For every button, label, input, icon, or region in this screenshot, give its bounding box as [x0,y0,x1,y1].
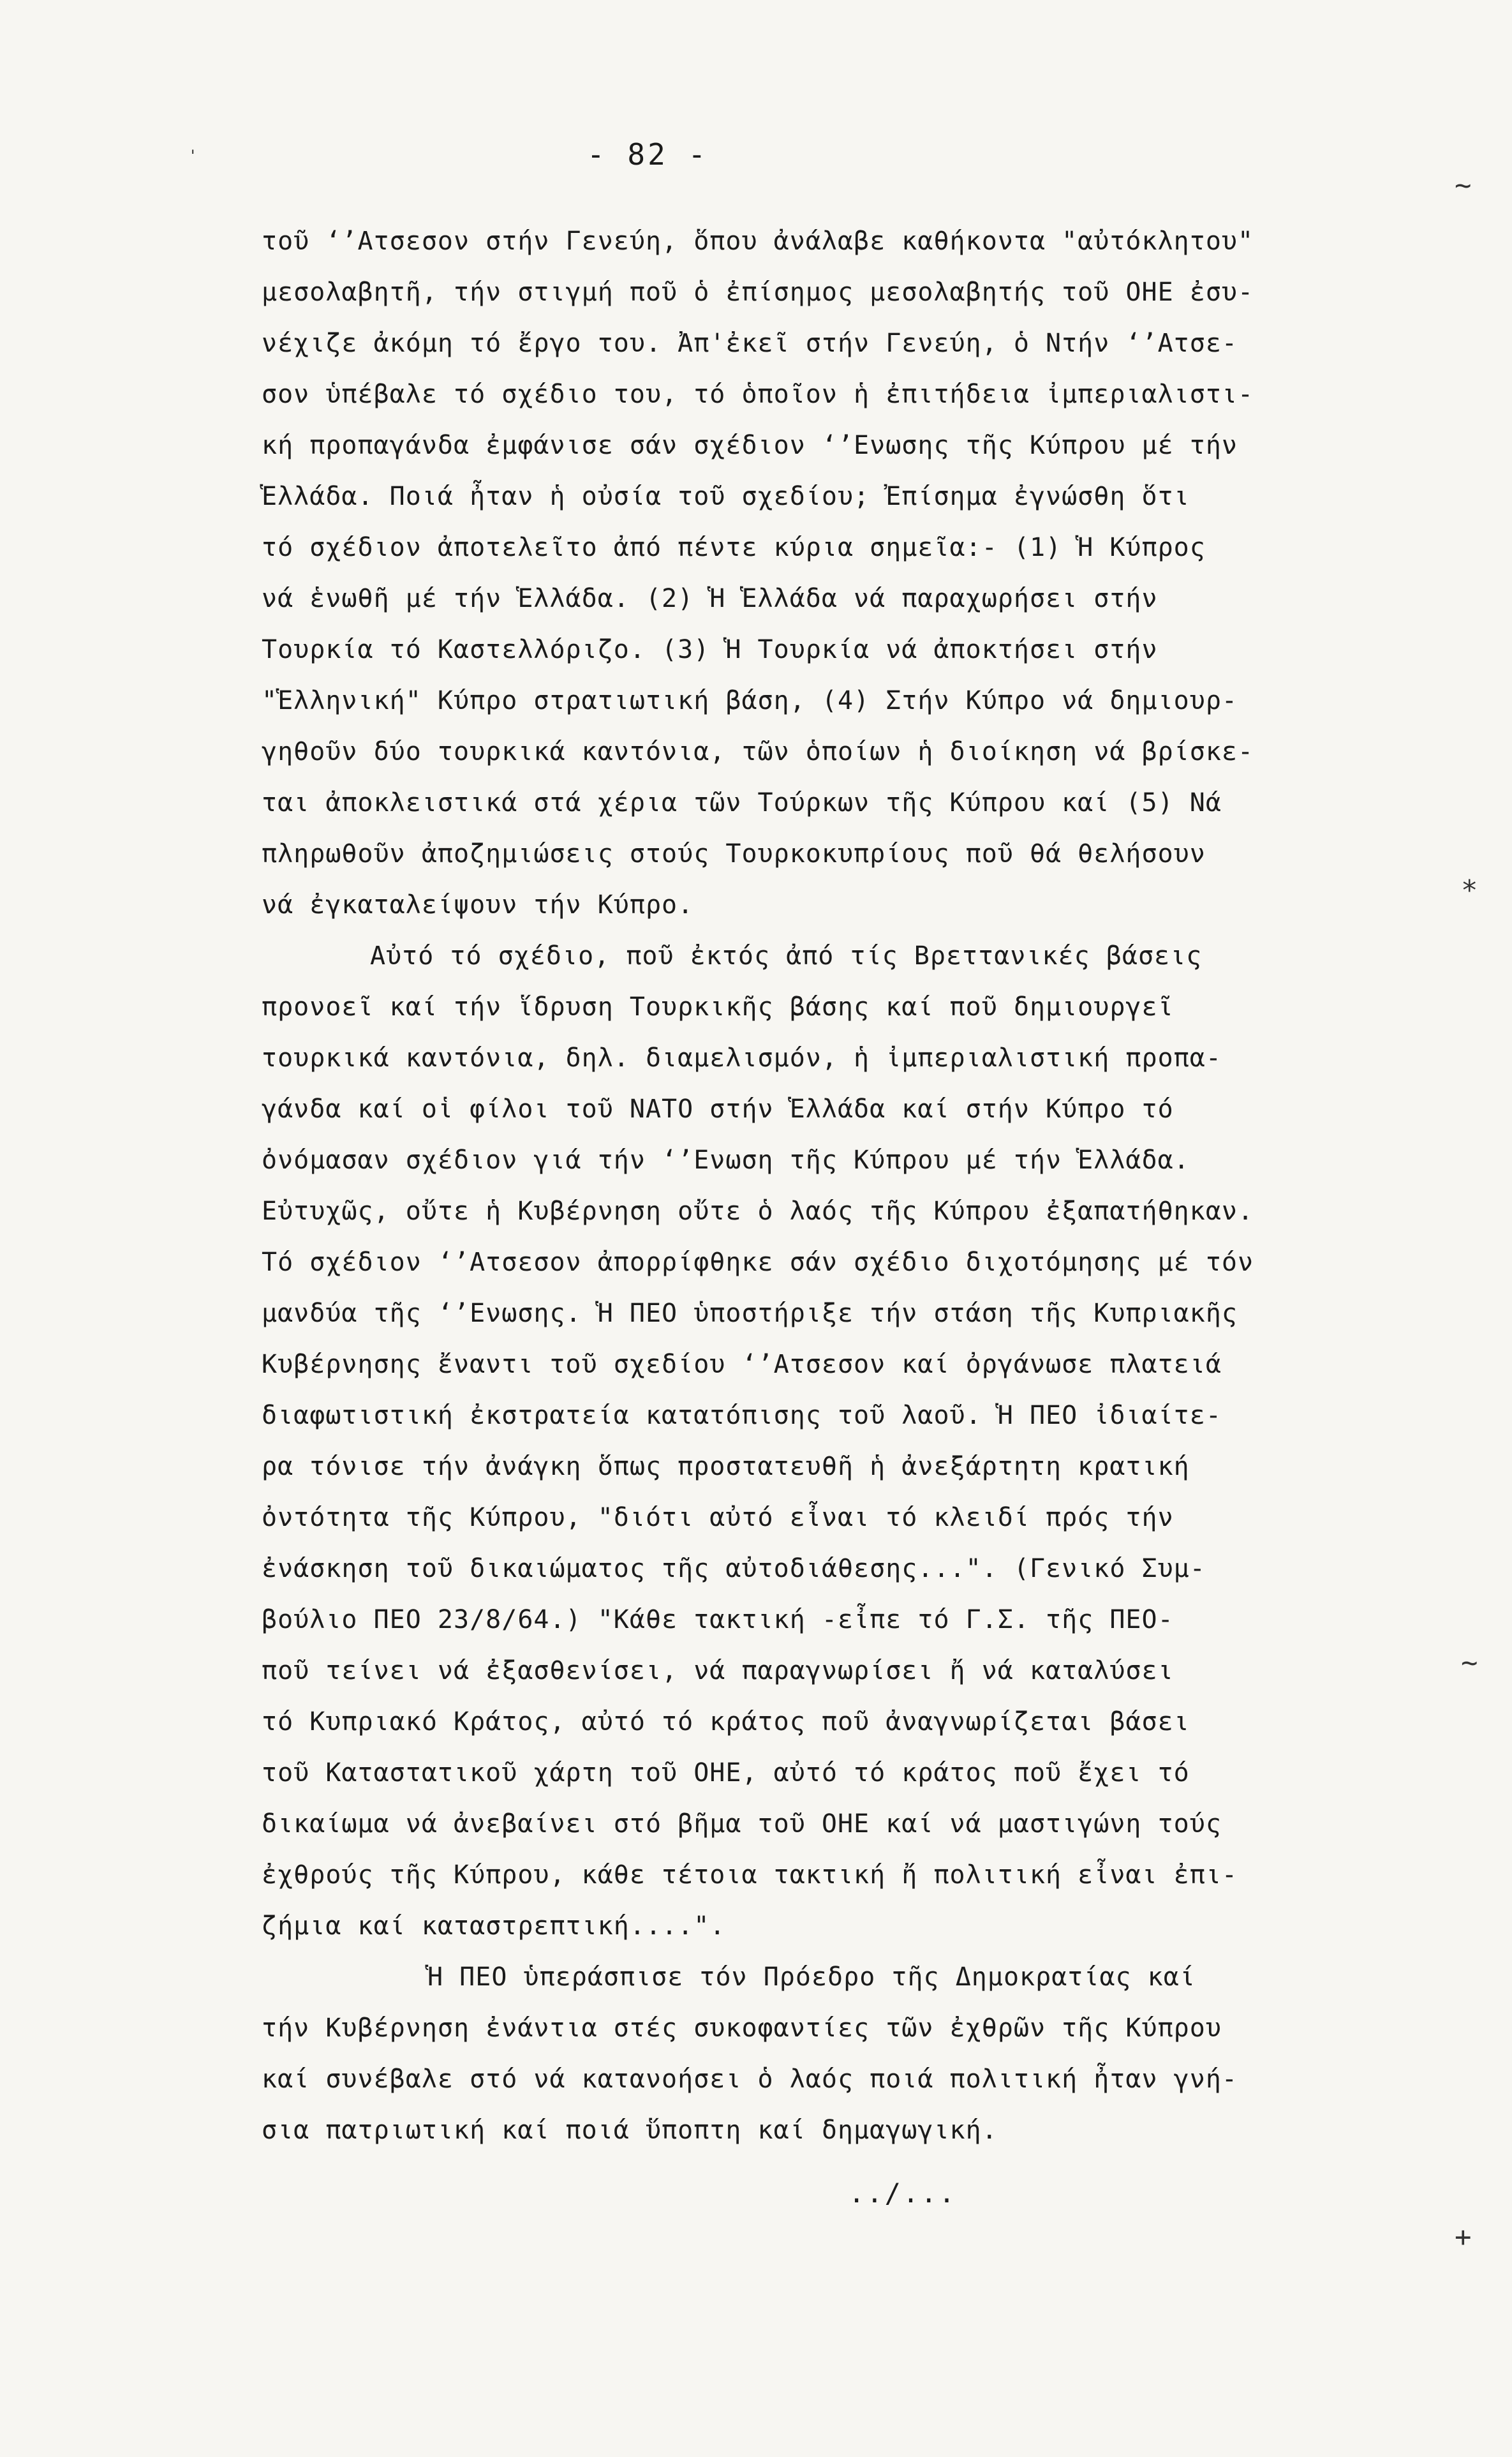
text-line: τοῦ Καταστατικοῦ χάρτη τοῦ ΟΗΕ, αὐτό τό κράτος ποῦ ἔχει τό [262,1758,1190,1788]
continuation-mark: ../... [849,2177,957,2209]
text-line: νά ἐγκαταλείψουν τήν Κύπρο. [262,890,694,920]
margin-tick-mark: ~ [1461,1647,1478,1679]
text-line: Ἡ ΠΕΟ ὑπεράσπισε τόν Πρόεδρο τῆς Δημοκρατίας καί [427,1962,1196,1992]
paragraph-3 [262,1952,1372,2156]
text-line: κή προπαγάνδα ἐμφάνισε σάν σχέδιον ‘’Ενωσης τῆς Κύπρου μέ τήν [262,431,1238,460]
text-line: μεσολαβητῆ, τήν στιγμή ποῦ ὁ ἐπίσημος μεσολαβητής τοῦ ΟΗΕ ἐσυ- [262,278,1254,307]
text-line: ἐνάσκηση τοῦ δικαιώματος τῆς αὐτοδιάθεσης...". (Γενικό Συμ- [262,1554,1206,1583]
text-line: Εὐτυχῶς, οὔτε ἡ Κυβέρνηση οὔτε ὁ λαός τῆς Κύπρου ἐξαπατήθηκαν. [262,1197,1254,1226]
text-line: νέχιζε ἀκόμη τό ἔργο του. Ἀπ'ἐκεῖ στήν Γενεύη, ὁ Ντήν ‘’Ατσε- [262,329,1238,358]
text-line: Τουρκία τό Καστελλόριζο. (3) Ἡ Τουρκία νά ἀποκτήσει στήν [262,635,1158,664]
text-line: ται ἀποκλειστικά στά χέρια τῶν Τούρκων τῆς Κύπρου καί (5) Νά [262,788,1222,818]
text-line: προνοεῖ καί τήν ἵδρυση Τουρκικῆς βάσης καί ποῦ δημιουργεῖ [262,992,1174,1022]
text-line: Ἑλλάδα. Ποιά ἦταν ἡ οὐσία τοῦ σχεδίου; Ἐπίσημα ἐγνώσθη ὅτι [262,482,1190,511]
text-line: Αὐτό τό σχέδιο, ποῦ ἐκτός ἀπό τίς Βρεττανικές βάσεις [370,941,1203,971]
text-line: δικαίωμα νά ἀνεβαίνει στό βῆμα τοῦ ΟΗΕ καί νά μαστιγώνη τούς [262,1809,1222,1839]
text-line: τήν Κυβέρνηση ἐνάντια στές συκοφαντίες τῶν ἐχθρῶν τῆς Κύπρου [262,2013,1222,2043]
page-number: - 82 - [587,137,709,172]
text-line: πληρωθοῦν ἀποζημιώσεις στούς Τουρκοκυπρίους ποῦ θά θελήσουν [262,839,1206,869]
text-line: "Ἑλληνική" Κύπρο στρατιωτική βάση, (4) Στήν Κύπρο νά δημιουρ- [262,686,1238,715]
text-line: διαφωτιστική ἐκστρατεία κατατόπισης τοῦ λαοῦ. Ἡ ΠΕΟ ἰδιαίτε- [262,1401,1222,1430]
text-line: ὀνόμασαν σχέδιον γιά τήν ‘’Ενωση τῆς Κύπρου μέ τήν Ἑλλάδα. [262,1146,1190,1175]
text-line: ὀντότητα τῆς Κύπρου, "διότι αὐτό εἶναι τό κλειδί πρός τήν [262,1503,1174,1532]
text-line: Κυβέρνησης ἔναντι τοῦ σχεδίου ‘’Ατσεσον καί ὀργάνωσε πλατειά [262,1350,1222,1379]
text-line: ποῦ τείνει νά ἐξασθενίσει, νά παραγνωρίσει ἤ νά καταλύσει [262,1656,1174,1685]
text-line: τοῦ ‘’Ατσεσον στήν Γενεύη, ὅπου ἀνάλαβε καθήκοντα "αὐτόκλητου" [262,227,1254,256]
text-line: μανδύα τῆς ‘’Ενωσης. Ἡ ΠΕΟ ὑποστήριξε τήν στάση τῆς Κυπριακῆς [262,1299,1238,1328]
paragraph-1 [262,216,1372,930]
text-line: ἐχθρούς τῆς Κύπρου, κάθε τέτοια τακτική ἤ πολιτική εἶναι ἐπι- [262,1860,1238,1890]
text-line: γηθοῦν δύο τουρκικά καντόνια, τῶν ὁποίων ἡ διοίκηση νά βρίσκε- [262,737,1254,766]
text-line: τό σχέδιον ἀποτελεῖτο ἀπό πέντε κύρια σημεῖα:- (1) Ἡ Κύπρος [262,533,1206,562]
text-line: βούλιο ΠΕΟ 23/8/64.) "Κάθε τακτική -εἶπε τό Γ.Σ. τῆς ΠΕΟ- [262,1605,1174,1634]
text-line: σια πατριωτική καί ποιά ὕποπτη καί δημαγωγική. [262,2116,998,2145]
margin-tick-mark: + [1455,2221,1472,2253]
margin-dot-mark: ' [188,147,198,165]
text-line: τουρκικά καντόνια, δηλ. διαμελισμόν, ἡ ἰμπεριαλιστική προπα- [262,1043,1222,1073]
text-line: γάνδα καί οἱ φίλοι τοῦ ΝΑΤΟ στήν Ἑλλάδα καί στήν Κύπρο τό [262,1094,1174,1124]
text-line: τό Κυπριακό Κράτος, αὐτό τό κράτος ποῦ ἀναγνωρίζεται βάσει [262,1707,1190,1736]
text-line: σον ὑπέβαλε τό σχέδιο του, τό ὁποῖον ἡ ἐπιτήδεια ἰμπεριαλιστι- [262,380,1254,409]
text-line: ζήμια καί καταστρεπτική....". [262,1911,726,1941]
margin-tick-mark: ~ [1455,169,1472,202]
text-line: Τό σχέδιον ‘’Ατσεσον ἀπορρίφθηκε σάν σχέδιο διχοτόμησης μέ τόν [262,1248,1254,1277]
paragraph-2 [262,930,1372,1952]
text-line: καί συνέβαλε στό νά κατανοήσει ὁ λαός ποιά πολιτική ἦταν γνή- [262,2065,1238,2094]
text-line: ρα τόνισε τήν ἀνάγκη ὅπως προστατευθῆ ἡ ἀνεξάρτητη κρατική [262,1452,1190,1481]
margin-tick-mark: * [1461,874,1478,907]
text-line: νά ἑνωθῆ μέ τήν Ἑλλάδα. (2) Ἡ Ἑλλάδα νά παραχωρήσει στήν [262,584,1158,613]
